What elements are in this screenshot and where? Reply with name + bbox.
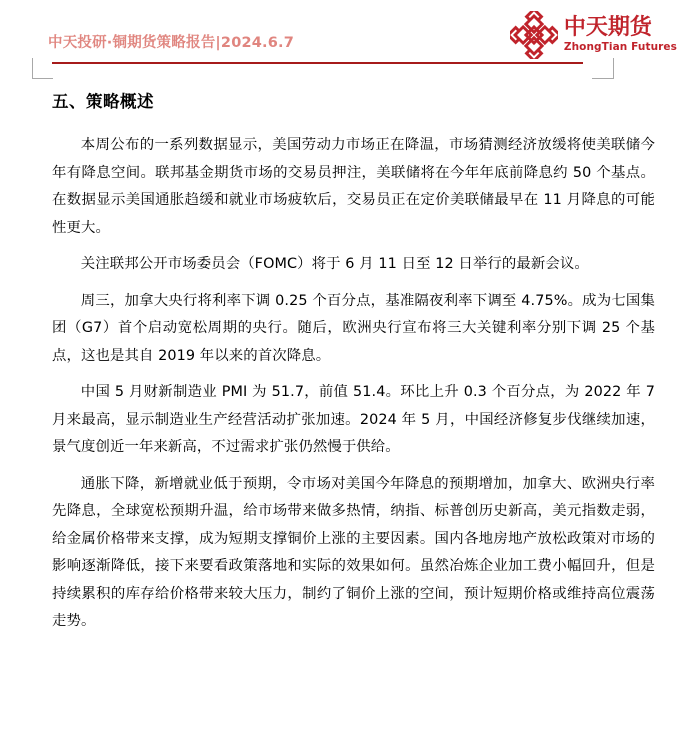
paragraph: 通胀下降，新增就业低于预期，令市场对美国今年降息的预期增加，加拿大、欧洲央行率先降息，全球宽松预期升温，给市场带来做多热情，纳指、标普创历史新高，美元指数走弱，给金属价格带来支撑，成为短期支撑铜价上涨的主要因素。国内各地房地产放松政策对市场的影响逐渐降低，接下来要看政策落地和实际的效果如何。虽然冶炼企业加工费小幅回升，但是持续累积的库存给价格带来较大压力，制约了铜价上涨的空间，预计短期价格或维持高位震荡走势。 [52,475,655,629]
logo-name-en: ZhongTian Futures [563,41,677,54]
zhongtian-knot-logo-icon [510,11,558,59]
body-paragraphs [0,132,689,636]
paragraph: 周三，加拿大央行将利率下调 0.25 个百分点，基准隔夜利率下调至 4.75%。成为七国集团（G7）首个启动宽松周期的央行。随后，欧洲央行宣布将三大关键利率分别下调 25 个基点，这也是其自 2019 年以来的首次降息。 [52,292,655,364]
section-heading: 五、策略概述 [52,92,154,111]
page-header [0,0,689,78]
company-logo [510,11,677,59]
logo-name-cn: 中天期货 [563,15,652,41]
document-content [0,78,689,636]
header-divider-rule [52,62,583,64]
paragraph: 本周公布的一系列数据显示，美国劳动力市场正在降温，市场猜测经济放缓将使美联储今年有降息空间。联邦基金期货市场的交易员押注，美联储将在今年年底前降息约 50 个基点。在数据显示美国通胀趋缓和就业市场疲软后，交易员正在定价美联储最早在 11 月降息的可能性更大。 [52,137,655,236]
paragraph: 中国 5 月财新制造业 PMI 为 51.7，前值 51.4。环比上升 0.3 个百分点，为 2022 年 7 月来最高，显示制造业生产经营活动扩张加速。2024 年 5 月，中国经济修复步伐继续加速，景气度创近一年来新高，不过需求扩张仍然慢于供给。 [52,384,655,455]
report-header-title: 中天投研·铜期货策略报告|2024.6.7 [48,35,295,51]
paragraph: 关注联邦公开市场委员会（FOMC）将于 6 月 11 日至 12 日举行的最新会议。 [80,256,589,272]
logo-wordmark [564,17,677,53]
corner-bracket-left [32,58,53,79]
corner-bracket-right [592,58,614,79]
